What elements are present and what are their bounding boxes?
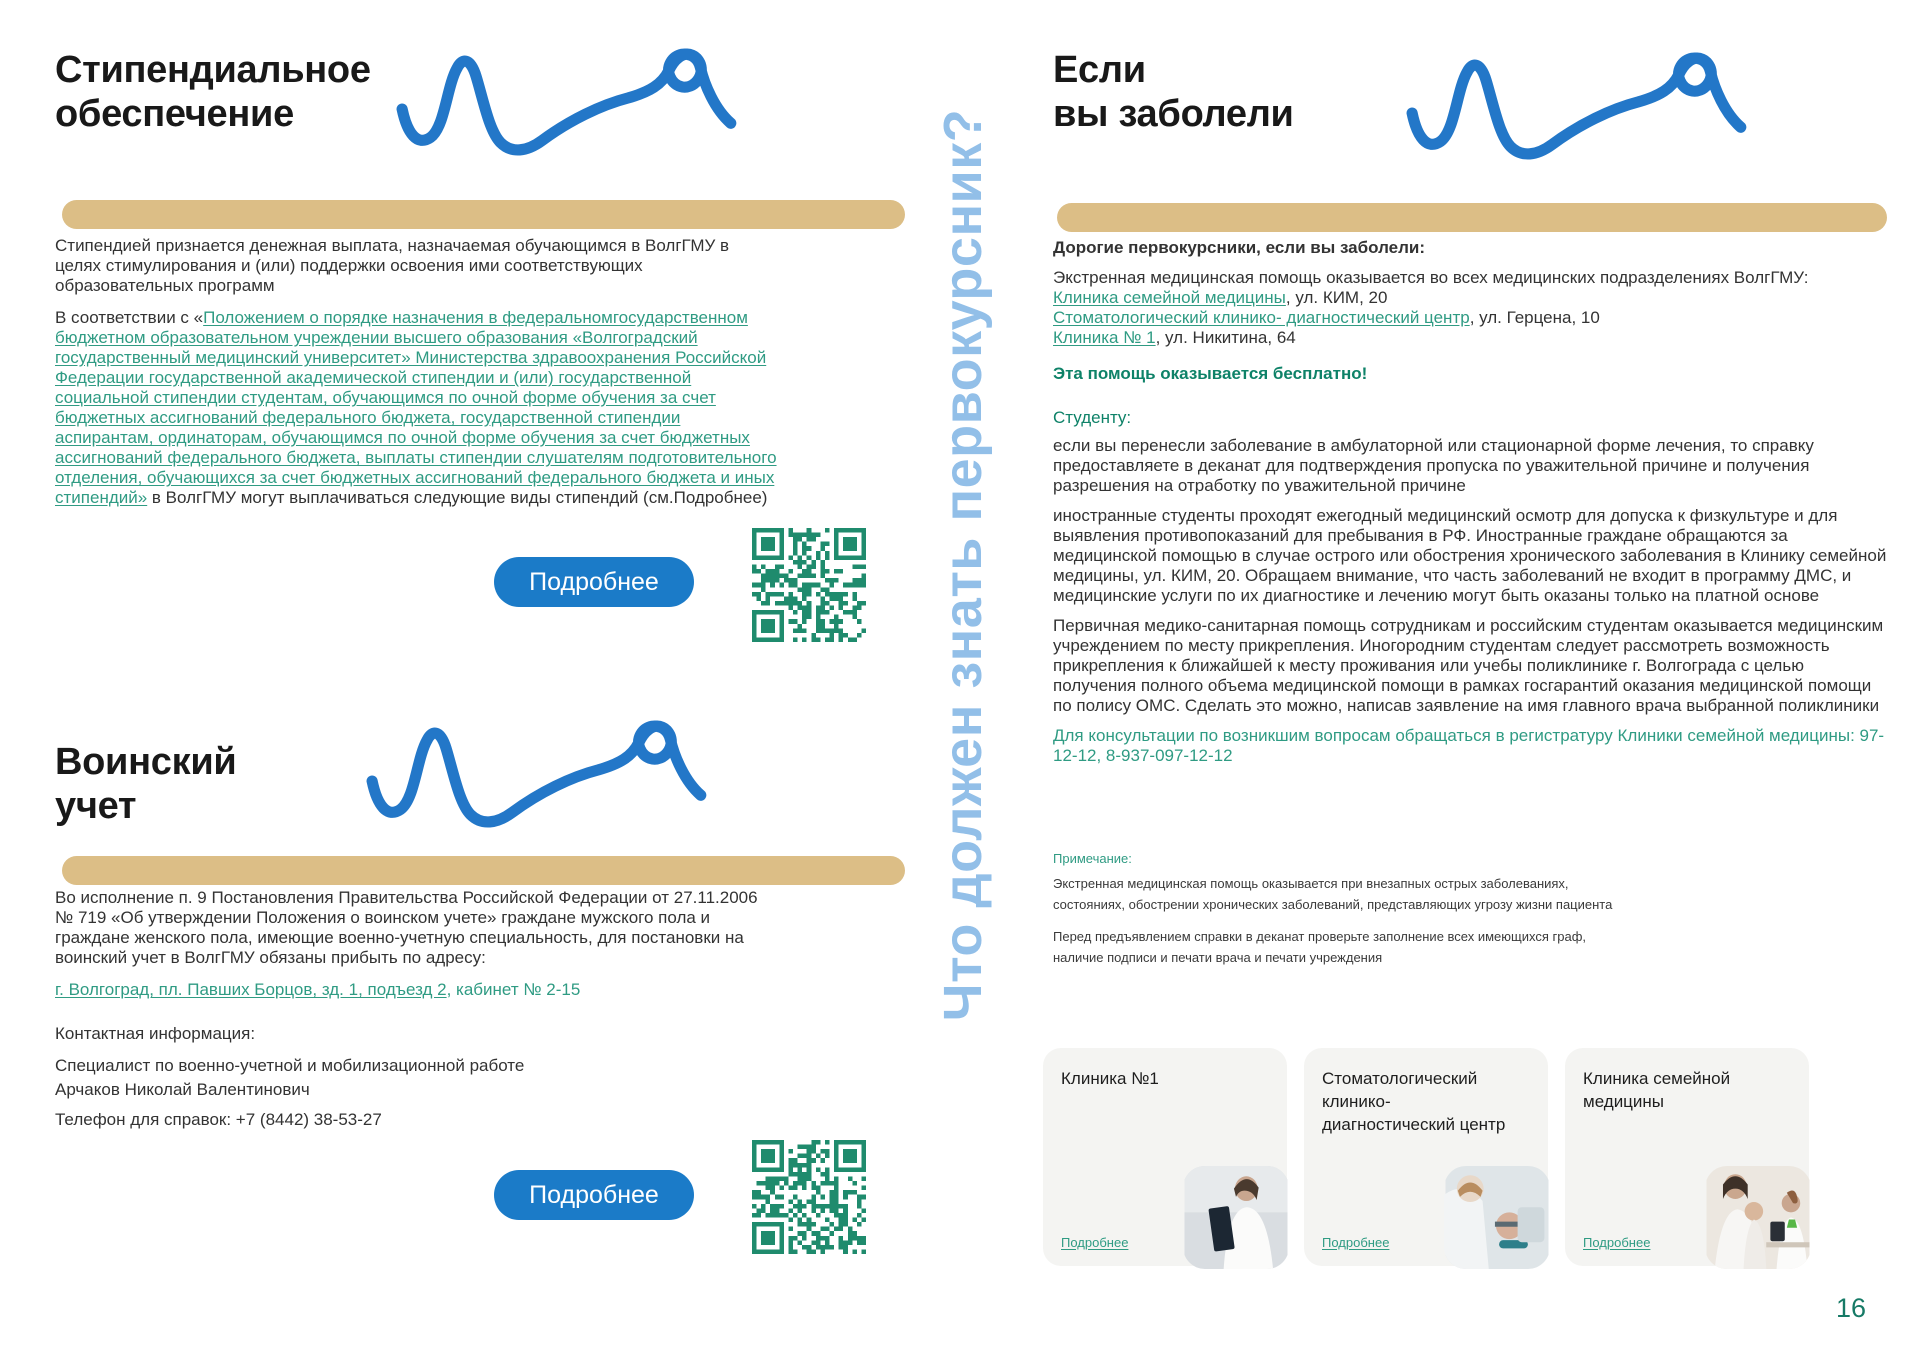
page-number: 16 — [1836, 1293, 1867, 1323]
inline-link[interactable]: Клиника семейной медицины — [1053, 288, 1286, 307]
sick-greeting: Дорогие первокурсники, если вы заболели: — [1053, 238, 1426, 257]
inline-text: , ул. Никитина, 64 — [1155, 328, 1296, 347]
contact-person-role: Специалист по военно-учетной и мобилизационной работе — [55, 1056, 525, 1075]
sick-intro: Экстренная медицинская помощь оказывается во всех медицинских подразделениях ВолгГМУ: — [1053, 268, 1809, 287]
scholarship-details-button[interactable]: Подробнее — [494, 557, 694, 607]
military-details-button[interactable]: Подробнее — [494, 1170, 694, 1220]
sick-title-line2: вы заболели — [1053, 93, 1294, 136]
clinic-card-link[interactable]: Подробнее — [1583, 1235, 1651, 1250]
clinic-card-title: Стоматологический клинико-диагностический центр — [1322, 1069, 1506, 1134]
scholarship-title-line1: Стипендиальное — [55, 49, 371, 91]
military-address-line — [55, 980, 777, 1000]
inline-link[interactable]: Положением о порядке назначения в федеральномгосударственном бюджетном образовательном учреждении высшего образования «Волгоградский государственный медицинский университет» Министерства здравоохранения Российской Федерации государственной академической стипендии и (или) государственной социальной стипендии студентам, обучающимся по очной форме обучения за счет бюджетных ассигнований федерального бюджета, государственной стипендии аспирантам, ординаторам, обучающимся по очной форме обучения за счет бюджетных ассигнований федерального бюджета, выплаты стипендии слушателям подготовительного отделения, обучающихся за счет бюджетных ассигнований федерального бюджета и иных стипендий» — [55, 308, 777, 507]
military-intro: Во исполнение п. 9 Постановления Правительства Российской Федерации от 27.11.2006 № 719 «Об утверждении Положения о воинском учете» граждане мужского пола и граждане женского пола, имеющие военно-учетную специальность, для постановки на воинский учет в ВолгГМУ обязаны прибыть по адресу: — [55, 888, 758, 967]
qr-code-graphic — [752, 1140, 866, 1254]
clinic-address-line — [1053, 328, 1889, 348]
dentist-illustration — [1444, 1166, 1550, 1269]
inline-link[interactable]: Стоматологический клинико- диагностический центр — [1053, 308, 1470, 327]
sick-title-line1: Если — [1053, 49, 1146, 91]
note-certificate: Перед предъявлением справки в деканат проверьте заполнение всех имеющихся граф, наличие подписи и печати врача и печати учреждения — [1053, 929, 1587, 965]
clinic-photo — [1705, 1166, 1811, 1269]
vertical-banner-text: Что должен знать первокурсник? — [933, 108, 993, 1022]
military-title-line2: учет — [55, 785, 137, 828]
clinic-cards-row — [1043, 1048, 1809, 1266]
clinic-photo — [1444, 1166, 1550, 1269]
scholarship-qr-code — [752, 528, 866, 642]
section-accent-bar — [62, 200, 905, 229]
clinic-photo — [1183, 1166, 1289, 1269]
clinic-card-link[interactable]: Подробнее — [1322, 1235, 1390, 1250]
clinic-card-1 — [1043, 1048, 1287, 1266]
scholarship-intro: Стипендией признается денежная выплата, назначаемая обучающимся в ВолгГМУ в целях стимулирования и (или) поддержки освоения ими соответствующих образовательных программ — [55, 236, 730, 295]
free-help-notice: Эта помощь оказывается бесплатно! — [1053, 364, 1368, 383]
inline-link[interactable]: г. Волгоград, пл. Павших Борцов, зд. 1, подъезд 2 — [55, 980, 447, 999]
note-heading: Примечание: — [1053, 851, 1132, 866]
family-doctor-illustration — [1705, 1166, 1811, 1269]
squiggle-decoration — [1405, 50, 1755, 170]
qr-code-graphic — [752, 528, 866, 642]
student-heading: Студенту: — [1053, 408, 1132, 427]
scholarship-legal-paragraph — [55, 308, 777, 508]
inline-text: В соответствии с « — [55, 308, 204, 327]
section-accent-bar — [1057, 203, 1887, 232]
contact-info-heading: Контактная информация: — [55, 1024, 256, 1043]
military-title-line1: Воинский — [55, 741, 237, 783]
inline-text: , ул. Герцена, 10 — [1469, 308, 1600, 327]
clinic-card-3 — [1565, 1048, 1809, 1266]
military-qr-code — [752, 1140, 866, 1254]
section-accent-bar — [62, 856, 905, 885]
contact-person-name: Арчаков Николай Валентинович — [55, 1080, 310, 1099]
sick-section-title — [1053, 48, 1353, 136]
note-emergency: Экстренная медицинская помощь оказывается при внезапных острых заболеваниях, состояниях, обострении хронических заболеваний, представляющих угрозу жизни пациента — [1053, 876, 1613, 912]
contact-person-block — [55, 1054, 777, 1102]
clinic-card-title: Клиника №1 — [1061, 1069, 1159, 1088]
scholarship-section-title — [55, 48, 435, 136]
inline-text: , ул. КИМ, 20 — [1285, 288, 1388, 307]
scholarship-text-block — [55, 236, 777, 520]
squiggle-decoration — [365, 718, 715, 838]
clinic-address-line — [1053, 308, 1889, 328]
nurse-xray-illustration — [1183, 1166, 1289, 1269]
squiggle-decoration — [395, 46, 745, 166]
military-text-block — [55, 888, 777, 1142]
absence-paragraph: если вы перенесли заболевание в амбулаторной или стационарной форме лечения, то справку предоставляете в деканат для подтверждения пропуска по уважительной причине и получения разрешения на отработку по уважительной причине — [1053, 436, 1814, 495]
military-section-title — [55, 740, 295, 828]
foreign-students-paragraph: иностранные студенты проходят ежегодный медицинский осмотр для допуска к физкультуре и для выявления противопоказаний для пребывания в РФ. Иностранные граждане обращаются за медицинской помощью в случае острого или обострения хронического заболевания в Клинику семейной медицины, ул. КИМ, 20. Обращаем внимание, что часть заболеваний не входит в программу ДМС, и медицинские услуги по их диагностике и лечению могут быть оказаны только на платной основе — [1053, 506, 1887, 605]
primary-care-paragraph: Первичная медико-санитарная помощь сотрудникам и российским студентам оказывается медицинским учреждением по месту прикрепления. Иногородним студентам следует рассмотреть возможность прикрепления к ближайшей к месту проживания или учебы поликлинике г. Волгограда с целью получения полного объема медицинской помощи в рамках госгарантий оказания медицинской помощи по полису ОМС. Сделать это можно, написав заявление на имя главного врача выбранной поликлиники — [1053, 616, 1884, 715]
inline-text: в ВолгГМУ могут выплачиваться следующие виды стипендий (см.Подробнее) — [147, 488, 768, 507]
inline-link[interactable]: Клиника № 1 — [1053, 328, 1156, 347]
inline-text: , кабинет № 2-15 — [446, 980, 581, 999]
clinic-card-title: Клиника семейной медицины — [1583, 1069, 1731, 1111]
clinic-card-2 — [1304, 1048, 1548, 1266]
clinic-address-line — [1053, 288, 1889, 308]
sick-text-block — [1053, 238, 1889, 766]
clinic-card-link[interactable]: Подробнее — [1061, 1235, 1129, 1250]
note-block — [1053, 850, 1633, 979]
consultation-contact: Для консультации по возникшим вопросам обращаться в регистратуру Клиники семейной медицины: 97-12-12, 8-937-097-12-12 — [1053, 726, 1885, 765]
contact-phone: Телефон для справок: +7 (8442) 38-53-27 — [55, 1110, 382, 1129]
scholarship-title-line2: обеспечение — [55, 93, 294, 136]
